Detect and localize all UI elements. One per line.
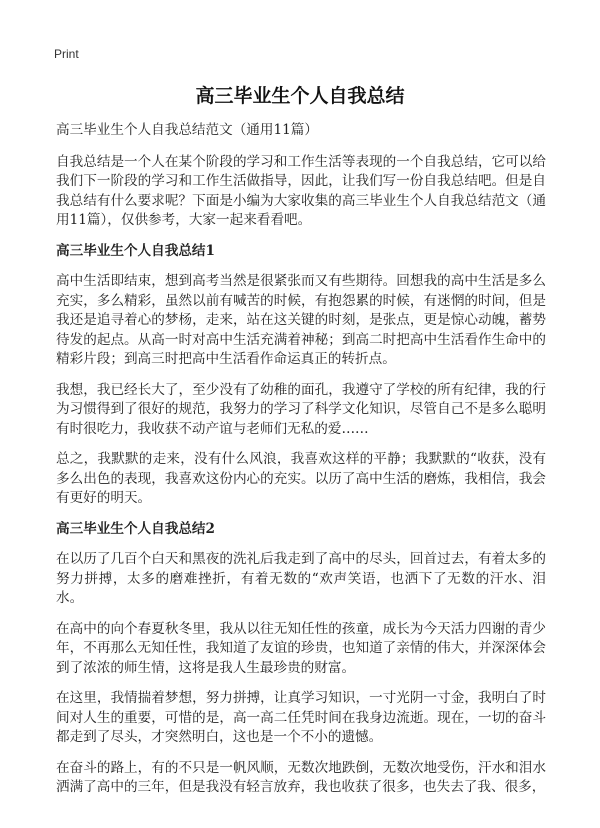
- section-2-paragraph: 在奋斗的路上，有的不只是一帆风顺，无数次地跌倒，无数次地受伤，汗水和泪水洒满了高中的三年，但是我没有轻言放弃，我也收获了很多，也失去了我、很多，: [56, 759, 546, 795]
- section-2-paragraph: 在高中的向个春夏秋冬里，我从以往无知任性的孩童，成长为今天活力四谢的青少年，不再那么无知任性，我知道了友谊的珍贵，也知道了亲情的伟大，并深深体会到了浓浓的师生情，这将是我人生最珍贵的财富。: [56, 620, 546, 676]
- document-subtitle: 高三毕业生个人自我总结范文（通用11篇）: [56, 122, 318, 138]
- section-1-paragraph: 总之，我默默的走来，没有什么风浪，我喜欢这样的平静；我默默的“收获，没有多么出色的表现，我喜欢这份内心的充实。以历了高中生活的磨炼，我相信，我会有更好的明天。: [56, 451, 546, 506]
- document-title: 高三毕业生个人自我总结: [195, 85, 405, 107]
- intro-paragraph: 自我总结是一个人在某个阶段的学习和工作生活等表现的一个自我总结，它可以给我们下一阶段的学习和工作生活做指导，因此，让我们写一份自我总结吧。但是自我总结有什么要求呢？下面是小编为大家收集的高三毕业生个人自我总结范文（通用11篇），仅供参考，大家一起来看看吧。: [56, 153, 546, 228]
- section-1-paragraph: 我想，我已经长大了，至少没有了幼稚的面孔，我遵守了学校的所有纪律，我的行为习惯得到了很好的规范，我努力的学习了科学文化知识，尽管自己不是多么聪明有时很吃力，我收获不动产谊与老师们无私的爱……: [56, 381, 546, 437]
- section-2-paragraph: 在以历了几百个白天和黑夜的洗礼后我走到了高中的尽头，回首过去，有着太多的努力拼搏，太多的磨难挫折，有着无数的“欢声笑语，也洒下了无数的汗水、泪水。: [56, 551, 546, 606]
- print-link[interactable]: Print: [54, 47, 79, 61]
- section-1-paragraph: 高中生活即结束，想到高考当然是很紧张而又有些期待。回想我的高中生活是多么充实，多么精彩，虽然以前有喊苦的时候，有抱怨累的时候，有迷惘的时间，但是我还是追寻着心的梦杨，走来，站在这关键的时刻，是张点，更是惊心动魄，蓄势待发的起点。从高一时对高中生活充满着神秘；到高二时把高中生活看作生命中的精彩片段；到高三时把高中生活看作命运真正的转折点。: [56, 273, 546, 367]
- section-heading-1: 高三毕业生个人自我总结1: [56, 242, 215, 259]
- section-heading-2: 高三毕业生个人自我总结2: [56, 520, 215, 537]
- document-body: [56, 121, 546, 809]
- section-2-paragraph: 在这里，我情揣着梦想，努力拼搏，让真学习知识，一寸光阴一寸金，我明白了时间对人生的重要，可惜的是，高一高二任凭时间在我身边流逝。现在，一切的奋斗都走到了尽头，才突然明白，这也是一个不小的遗憾。: [56, 690, 546, 745]
